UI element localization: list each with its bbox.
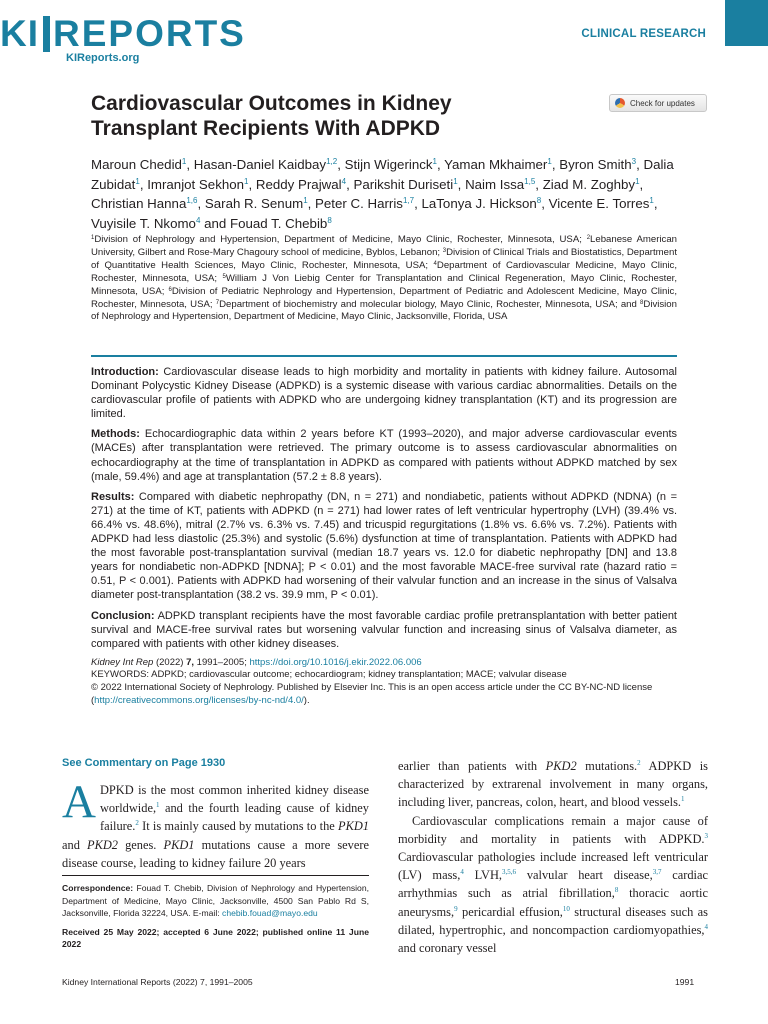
author-name[interactable]: Vicente E. Torres bbox=[548, 196, 650, 212]
affiliation-text: Department of biochemistry and molecular biology, Mayo Clinic, Rochester, Minnesota, USA; and bbox=[219, 298, 641, 310]
author-affiliation-ref: 4 bbox=[341, 176, 347, 186]
author-name[interactable]: Vuyisile T. Nkomo bbox=[91, 215, 196, 231]
author-list: Maroun Chedid$^1$, Hasan-Daniel Kaidbay$^{1,2}$, Stijn Wigerinck$^1$, Yaman Mkhaimer$^1$, Byron Smith$^3$, Dalia Zubidat$^1$, Imranjot Sekhon$^1$, Reddy Prajwal$^4$, Parikshit Duriseti$^1$, Naim Issa$^{1,5}$, Ziad M. Zoghby$^1$, Christian Hanna$^{1,6}$, Sarah R. Senum$^1$, Peter C. Harris$^{1,7}$, LaTonya J. Hickson$^8$, Vicente E. Torres$^1$, Vuyisile T. Nkomo$^4$ and Fouad T. Chebib$^8$ bbox=[91, 157, 674, 231]
author-name[interactable]: Christian Hanna bbox=[91, 196, 187, 212]
author-name[interactable]: Naim Issa bbox=[465, 176, 525, 192]
citation-line: Kidney Int Rep (2022) 7, 1991–2005; https://doi.org/10.1016/j.ekir.2022.06.006 bbox=[91, 656, 422, 668]
author-name[interactable]: Dalia Zubidat bbox=[91, 157, 674, 192]
logo-ki: KI bbox=[0, 13, 39, 54]
author-affiliation-ref: 1 bbox=[303, 196, 308, 206]
citation-ref[interactable]: 4 bbox=[460, 868, 464, 877]
received-dates: Received 25 May 2022; accepted 6 June 2022; published online 11 June 2022 bbox=[62, 926, 369, 950]
affiliation-number: 6 bbox=[168, 286, 172, 293]
corner-accent-block bbox=[725, 0, 768, 46]
check-for-updates-button[interactable] bbox=[609, 94, 707, 112]
journal-logo[interactable] bbox=[0, 14, 246, 54]
affiliation-list bbox=[91, 234, 677, 324]
author-name[interactable]: Reddy Prajwal bbox=[255, 176, 342, 192]
author-affiliation-ref: 1 bbox=[635, 176, 640, 186]
author-name[interactable]: Ziad M. Zoghby bbox=[542, 176, 636, 192]
footer-journal-info: Kidney International Reports (2022) 7, 1991–2005 bbox=[62, 977, 253, 987]
author-name[interactable]: Fouad T. Chebib bbox=[229, 215, 328, 231]
citation-ref[interactable]: 3,7 bbox=[652, 868, 662, 877]
author-affiliation-ref: 1 bbox=[181, 157, 187, 166]
section-label: CLINICAL RESEARCH bbox=[581, 28, 706, 40]
body-paragraph: earlier than patients with PKD2 mutations.$^2$ ADPKD is characterized by extrarenal involvement in many organs, including liver, pancreas, colon, heart, and blood vessels.$^1$ bbox=[398, 759, 708, 810]
correspondence-text: Correspondence: Fouad T. Chebib, Division of Nephrology and Hypertension, Department of Medicine, Mayo Clinic, Jacksonville, 4500 San Pablo Rd S, Jacksonville, Florida 32224, USA. E-mail: chebib.fouad@mayo.edu bbox=[62, 883, 369, 919]
author-name[interactable]: Sarah R. Senum bbox=[204, 196, 304, 212]
email-link[interactable]: chebib.fouad@mayo.edu bbox=[222, 908, 318, 919]
author-name[interactable]: LaTonya J. Hickson bbox=[421, 196, 537, 212]
author-affiliation-ref: 1 bbox=[135, 176, 140, 186]
crossmark-icon bbox=[615, 98, 625, 108]
author-name[interactable]: Peter C. Harris bbox=[315, 196, 403, 212]
affiliation-number: 4 bbox=[433, 260, 437, 267]
citation-ref[interactable]: 1 bbox=[156, 801, 160, 810]
citation-ref[interactable]: 2 bbox=[637, 759, 641, 767]
abstract-results: Results: Compared with diabetic nephropathy (DN, n = 271) and nondiabetic, patients without ADPKD (NDNA) (n = 271) at the time of KT, patients with ADPKD (n = 271) had lower rates of left ventricular hypertrophy (LVH) (39.4% vs. 66.4% vs. 48.6%), mitral (2.7% vs. 6.3% vs. 7.45) and tricuspid regurgitations (1.8% vs. 6.6% vs. 7.2%). Patients with ADPKD had less diastolic (25.3%) and systolic (5.6%) dysfunction at time of transplantation. Patients with ADPKD had the most favorable post-transplantation survival (median 18.7 years vs. 12.0 for diabetic nephropathy [DN] and 13.8 years for nondiabetic non-ADPKD [NDNA]; P < 0.01) and the most favorable MACE-free survival rate (hazard ratio = 0.51, P < 0.001). Patients with ADPKD had worsening of their valvular function and an increase in the sinus of Valsalva diameter post-transplantation (38.2 vs. 39.9 mm, P < 0.01). bbox=[91, 490, 677, 602]
author-name[interactable]: Byron Smith bbox=[559, 157, 632, 172]
author-name[interactable]: Yaman Mkhaimer bbox=[444, 157, 548, 172]
left-column bbox=[62, 757, 369, 872]
citation-ref[interactable]: 3,5,6 bbox=[502, 868, 517, 877]
citation-ref[interactable]: 9 bbox=[454, 904, 458, 913]
keywords: KEYWORDS: ADPKD; cardiovascular outcome; echocardiogram; kidney transplantation; MACE; valvular disease bbox=[91, 669, 567, 681]
affiliation-number: 8 bbox=[640, 299, 644, 306]
citation-ref[interactable]: 3 bbox=[704, 831, 708, 840]
author-name[interactable]: Hasan-Daniel Kaidbay bbox=[193, 157, 327, 172]
citation-ref[interactable]: 1 bbox=[681, 795, 685, 804]
author-name[interactable]: Imranjot Sekhon bbox=[147, 176, 245, 192]
author-affiliation-ref: 1,2 bbox=[326, 157, 338, 166]
copyright-notice: © 2022 International Society of Nephrology. Published by Elsevier Inc. This is an open access article under the CC BY-NC-ND license (http://creativecommons.org/licenses/by-nc-nd/4.0/). bbox=[91, 682, 653, 706]
see-commentary-link[interactable]: See Commentary on Page 1930 bbox=[62, 757, 226, 769]
author-name[interactable]: Maroun Chedid bbox=[91, 157, 182, 172]
abstract bbox=[91, 355, 677, 708]
affiliation-number: 3 bbox=[442, 247, 447, 254]
author-affiliation-ref: 8 bbox=[536, 196, 542, 206]
affiliation-number: 1 bbox=[91, 235, 95, 241]
affiliation-text: Division of Nephrology and Hypertension, Department of Medicine, Mayo Clinic, Jacksonville, Florida, USA bbox=[91, 298, 677, 323]
author-affiliation-ref: 4 bbox=[195, 215, 201, 225]
author-affiliation-ref: 1 bbox=[432, 157, 437, 166]
abstract-conclusion: Conclusion: ADPKD transplant recipients have the most favorable cardiac profile pretransplantation with better patient survival and MACE-free survival rates but worsening valvular function and increasing sinus of Valsalva diameter, as compared with patients with other kidney diseases. bbox=[91, 609, 677, 650]
journal-url[interactable]: KIReports.org bbox=[66, 52, 140, 64]
citation-ref[interactable]: 2 bbox=[135, 819, 139, 828]
article-title: Cardiovascular Outcomes in Kidney Transplant Recipients With ADPKD bbox=[91, 92, 452, 140]
author-affiliation-ref: 1,5 bbox=[524, 176, 536, 186]
affiliation-text: Division of Nephrology and Hypertension, Department of Medicine, Mayo Clinic, Rochester, Minnesota, USA; bbox=[94, 234, 587, 245]
author-affiliation-ref: 1 bbox=[547, 157, 552, 166]
affiliation-number: 2 bbox=[586, 235, 591, 241]
author-affiliation-ref: 1 bbox=[244, 176, 249, 186]
author-name[interactable]: Parikshit Duriseti bbox=[353, 176, 454, 192]
author-affiliation-ref: 8 bbox=[327, 215, 332, 225]
author-affiliation-ref: 1,7 bbox=[402, 196, 415, 206]
citation-ref[interactable]: 4 bbox=[704, 922, 708, 931]
affiliation-text: Division of Clinical Trials and Biostatistics, Department of Quantitative Health Sciences, Mayo Clinic, Rochester, Minnesota, USA; bbox=[91, 246, 677, 271]
correspondence-box bbox=[62, 875, 369, 951]
author-affiliation-ref: 1 bbox=[649, 196, 654, 206]
abstract-introduction: Introduction: Cardiovascular disease leads to high morbidity and mortality in patients with kidney failure. Autosomal Dominant Polycystic Kidney Disease (ADPKD) is a systemic disease with various cardiac abnormalities. Details on the cardiovascular profile of patients with ADPKD who are undergoing kidney transplantation (KT) and its progression are limited. bbox=[91, 366, 677, 421]
logo-divider bbox=[43, 16, 50, 52]
affiliation-number: 7 bbox=[215, 299, 220, 306]
logo-reports: REPORTS bbox=[53, 13, 246, 54]
right-column bbox=[398, 757, 708, 957]
page-number: 1991 bbox=[675, 977, 695, 987]
author-affiliation-ref: 3 bbox=[631, 157, 637, 166]
citation-ref[interactable]: 8 bbox=[614, 886, 619, 895]
license-link[interactable]: http://creativecommons.org/licenses/by-nc-nd/4.0/ bbox=[94, 694, 304, 706]
affiliation-text: Department of Cardiovascular Medicine, Mayo Clinic, Rochester, Minnesota, USA; bbox=[91, 259, 678, 284]
author-affiliation-ref: 1,6 bbox=[186, 196, 198, 206]
body-paragraph: Cardiovascular complications remain a major cause of morbidity and mortality in patients with ADPKD.$^3$ Cardiovascular pathologies include increased left ventricular (LV) mass,$^4$ LVH,$^{3,5,6}$ valvular heart disease,$^{3,7}$ cardiac arrhythmias such as atrial fibrillation,$^8$ thoracic aortic aneurysms,$^9$ pericardial effusion,$^{10}$ structural diseases such as dilated, hypertrophic, and noncompaction cardiomyopathies,$^4$ and coronary vessel bbox=[398, 813, 709, 956]
doi-link[interactable]: https://doi.org/10.1016/j.ekir.2022.06.006 bbox=[249, 656, 422, 668]
drop-cap: A bbox=[62, 776, 96, 828]
affiliation-text: William J Von Liebig Center for Transplantation and Clinical Regeneration, Mayo Clinic, Rochester, Minnesota, USA; bbox=[91, 272, 677, 297]
author-name[interactable]: Stijn Wigerinck bbox=[344, 157, 433, 172]
affiliation-text: Division of Pediatric Nephrology and Hypertension, Department of Pediatric and Adolescent Medicine, Mayo Clinic, Rochester, Minnesota, USA; bbox=[91, 285, 677, 310]
affiliation-number: 5 bbox=[222, 273, 226, 280]
abstract-methods: Methods: Echocardiographic data within 2 years before KT (1993–2020), and major adverse cardiovascular events (MACEs) after transplantation were retrieved. The primary outcome is to assess cardiovascular abnormalities on echocardiography at the time of transplantation in ADPKD as compared with patients without ADPKD matched by sex (male, 59.4%) and age at transplantation (57.2 ± 8.8 years). bbox=[91, 428, 677, 483]
author-affiliation-ref: 1 bbox=[453, 176, 458, 186]
intro-paragraph: ADPKD is the most common inherited kidney disease worldwide,$^1$ and the fourth leading cause of kidney failure.$^2$ It is mainly caused by mutations to the PKD1 and PKD2 genes. PKD1 mutations cause a more severe disease course, leading to kidney failure 20 years bbox=[62, 776, 369, 870]
affiliation-text: Lebanese American University, Gilbert and Rose-Mary Chagoury school of medicine, Byblos, Lebanon; bbox=[91, 234, 677, 258]
citation-ref[interactable]: 10 bbox=[562, 904, 570, 913]
check-for-updates-label: Check for updates bbox=[630, 98, 695, 108]
